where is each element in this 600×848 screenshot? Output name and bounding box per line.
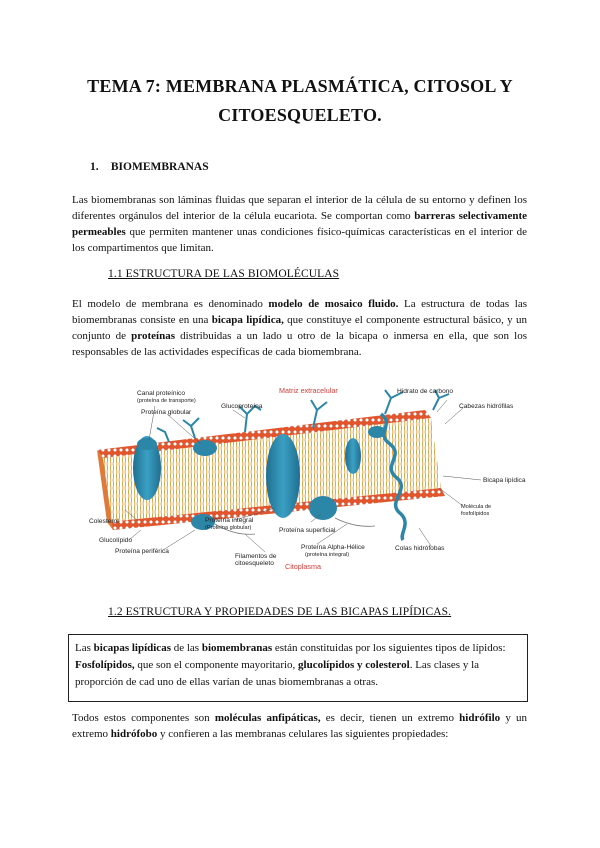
label-cabezas: Cabezas hidrófilas [459, 403, 514, 410]
page-title: TEMA 7: MEMBRANA PLASMÁTICA, CITOSOL Y CITOESQUELETO. [87, 76, 513, 125]
label-matriz: Matriz extracelular [279, 386, 338, 395]
subsection-heading-1-1: 1.1 ESTRUCTURA DE LAS BIOMOLÉCULAS [108, 268, 340, 280]
label-colas: Colas hidrófobas [395, 545, 445, 552]
section-number: 1. [90, 161, 99, 173]
text-run: que constituye el componente estructural básico, y un conjunto de [72, 314, 527, 342]
label-molecula: Molécula de [461, 504, 492, 510]
label-citoplasma: Citoplasma [285, 562, 321, 571]
label-molecula-sub: fosfolípidos [461, 511, 490, 517]
label-alfa: Proteína Alpha-Hélice [301, 544, 365, 551]
text-run: es decir, tienen un extremo [320, 712, 460, 724]
label-colesterol: Colesterol [89, 518, 119, 525]
text-run: La estructura de todas las biomembranas consiste en una [72, 298, 527, 326]
membrane-diagram [85, 384, 526, 574]
text-run: que son el componente mayoritario, [134, 659, 299, 671]
intro-paragraph [72, 192, 527, 256]
label-filamentos: Filamentos de [235, 553, 277, 560]
bold-run: biomembranas [201, 642, 273, 654]
label-integral-sub: (Proteína globular) [205, 525, 252, 531]
section-title: BIOMEMBRANAS [110, 161, 209, 173]
label-integral: Proteína integral [205, 517, 254, 524]
label-glucoproteina: Glucoproteína [221, 403, 263, 410]
bold-run: modelo de mosaico fluido. [268, 298, 399, 310]
text-run: Las [75, 642, 94, 654]
text-run: y un extremo [72, 712, 528, 740]
text-run: que permiten mantener unas condiciones físico-químicas características en el interior de los compartimentos que limitan. [72, 226, 527, 254]
text-run: . Las clases y la proporción de cad uno de ellas varían de unas biomembranas a otras. [75, 659, 480, 688]
membrane-illustration [85, 384, 526, 574]
amphipathic-paragraph [72, 710, 527, 742]
label-bicapa: Bicapa lipídica [483, 477, 526, 484]
label-canal: Canal proteínico [137, 390, 186, 397]
text-run: El modelo de membrana es denominado [72, 298, 269, 310]
lipid-types-box [68, 634, 528, 702]
bold-run: hidrófilo [459, 712, 501, 724]
text-run: de las [170, 642, 202, 654]
text-run: Todos estos componentes son [72, 712, 215, 724]
label-superficial: Proteína superficial [279, 527, 336, 534]
section-heading-1 [90, 161, 209, 173]
text-run: están constituidas por los siguientes tipos de lípidos: [272, 642, 506, 654]
bold-run: bicapas lipídicas [93, 642, 171, 654]
label-globular: Proteína globular [141, 409, 192, 416]
bold-run: moléculas anfipáticas, [214, 712, 321, 724]
bold-run: bicapa lipídica, [211, 314, 284, 326]
label-periferica: Proteína periférica [115, 548, 169, 555]
structure-paragraph [72, 296, 527, 360]
bold-run: glucolípidos y colesterol [298, 659, 410, 671]
text-run: distribuidas a un lado u otro de la bicapa o inmersa en ella, que son los responsables de las actividades específicas de cada biomembrana. [72, 330, 527, 358]
bold-run: proteínas [131, 330, 175, 342]
subsection-heading-1-2: 1.2 ESTRUCTURA Y PROPIEDADES DE LAS BICAPAS LIPÍDICAS. [108, 606, 452, 618]
label-hidrato: Hidrato de carbono [397, 388, 454, 395]
bold-run: Fosfolípidos, [75, 659, 135, 671]
label-canal-sub: (proteína de transporte) [137, 398, 196, 404]
text-run: Las biomembranas son láminas fluidas que separan el interior de la célula de su entorno y definen los diferentes orgánulos del interior de la célula eucariota. Se comportan como [72, 194, 527, 222]
text-run: y confieren a las membranas celulares las siguientes propiedades: [157, 728, 449, 740]
label-glucolipido: Glucolípido [99, 537, 132, 544]
label-alfa-sub: (proteína integral) [305, 552, 350, 558]
label-filamentos-sub: citoesqueleto [235, 560, 274, 567]
bold-run: barreras selectivamente permeables [72, 210, 528, 238]
bold-run: hidrófobo [110, 728, 158, 740]
